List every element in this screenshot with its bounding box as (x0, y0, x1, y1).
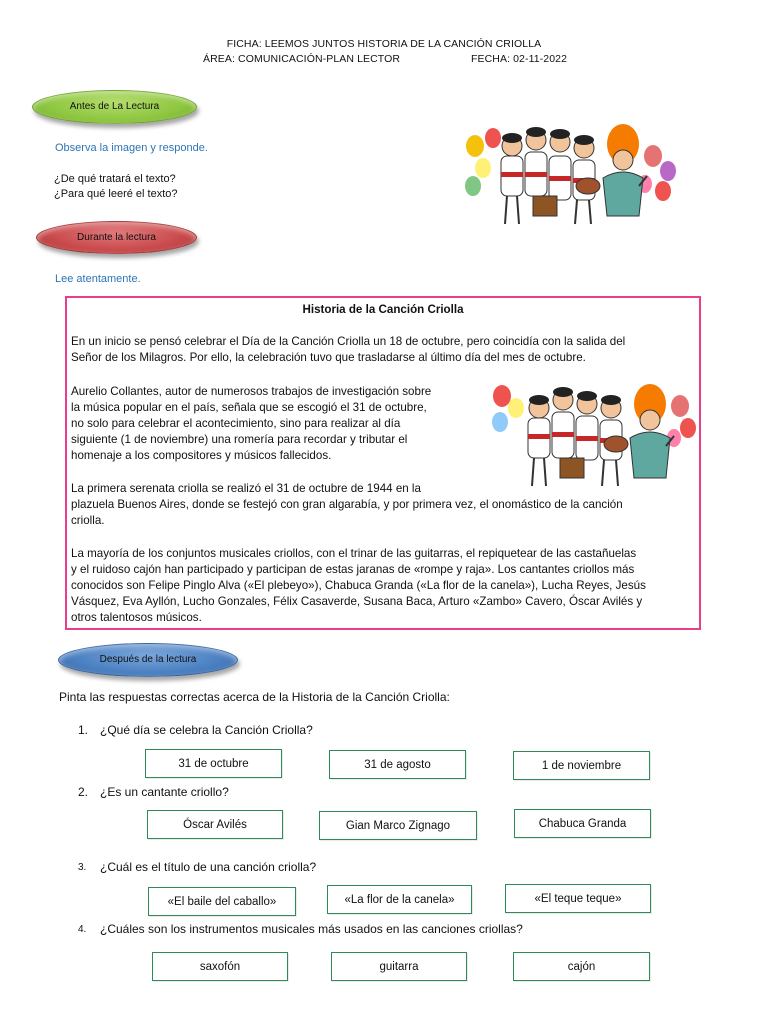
q4-option-1[interactable]: saxofón (152, 952, 288, 981)
q2-option-3[interactable]: Chabuca Granda (514, 809, 651, 838)
question-1-text: ¿Qué día se celebra la Canción Criolla? (100, 723, 313, 737)
q3-option-1[interactable]: «El baile del caballo» (148, 887, 296, 916)
question-1-number: 1. (78, 723, 89, 737)
question-3-number: 3. (78, 862, 87, 873)
musicians-illustration-story (488, 378, 698, 494)
q4-option-3[interactable]: cajón (513, 952, 650, 981)
despues-instruction: Pinta las respuestas correctas acerca de la Historia de la Canción Criolla: (59, 690, 450, 704)
q1-option-1[interactable]: 31 de octubre (145, 749, 282, 778)
story-paragraph-3-line-1: La primera serenata criolla se realizó el 31 de octubre de 1944 en la (71, 482, 421, 495)
section-despues-badge (58, 643, 238, 677)
story-paragraph-1-line-2: Señor de los Milagros. Por ello, la celebración tuvo que trasladarse al último día del mes de octubre. (71, 351, 586, 364)
q3-option-2[interactable]: «La flor de la canela» (327, 885, 472, 914)
story-paragraph-3-line-3: criolla. (71, 514, 105, 527)
question-3-text: ¿Cuál es el título de una canción criolla? (100, 860, 317, 874)
area-label: ÁREA: COMUNICACIÓN-PLAN LECTOR (203, 53, 401, 65)
antes-question-2: ¿Para qué leeré el texto? (54, 188, 178, 200)
story-paragraph-4-line-2: y el ruidoso cajón han participado y participan de estas jaranas de «rompe y raja». Los cantantes criollos más (71, 563, 635, 576)
q3-option-3[interactable]: «El teque teque» (505, 884, 651, 913)
question-2-number: 2. (78, 785, 89, 799)
story-paragraph-2-line-4: siguiente (1 de noviembre) una romería para recordar y tributar el (71, 433, 408, 446)
story-paragraph-2-line-5: homenaje a los compositores y músicos fallecidos. (71, 449, 332, 462)
antes-instruction: Observa la imagen y responde. (55, 142, 208, 154)
section-durante-badge (36, 221, 197, 254)
question-2-text: ¿Es un cantante criollo? (100, 785, 229, 799)
question-4-text: ¿Cuáles son los instrumentos musicales más usados en las canciones criollas? (100, 922, 523, 936)
story-paragraph-4-line-5: otros talentosos músicos. (71, 611, 202, 624)
q2-option-2[interactable]: Gian Marco Zignago (319, 811, 477, 840)
musicians-illustration (463, 116, 683, 234)
story-paragraph-4-line-3: conocidos son Felipe Pinglo Alva («El plebeyo»), Chabuca Granda («La flor de la canela»), Lucha Reyes, Jesús (71, 579, 646, 592)
question-4-number: 4. (78, 924, 87, 935)
story-paragraph-3-line-2: plazuela Buenos Aires, donde se festejó con gran algarabía, y por primera vez, el onomástico de la canción (71, 498, 623, 511)
story-paragraph-4-line-4: Vásquez, Eva Ayllón, Lucho Gonzales, Félix Casaverde, Susana Baca, Arturo «Zambo» Cavero, Óscar Avilés y (71, 595, 643, 608)
date-label: FECHA: 02-11-2022 (471, 53, 568, 65)
q4-option-2[interactable]: guitarra (331, 952, 467, 981)
story-paragraph-2-line-1: Aurelio Collantes, autor de numerosos trabajos de investigación sobre (71, 385, 432, 398)
story-paragraph-1-line-1: En un inicio se pensó celebrar el Día de la Canción Criolla un 18 de octubre, pero coincidía con la salida del (71, 335, 626, 348)
story-paragraph-4-line-1: La mayoría de los conjuntos musicales criollos, con el trinar de las guitarras, el repiquetear de las castañuelas (71, 547, 637, 560)
story-title: Historia de la Canción Criolla (302, 303, 464, 316)
q2-option-1[interactable]: Óscar Avilés (147, 810, 283, 839)
section-antes-badge (32, 90, 197, 124)
antes-question-1: ¿De qué tratará el texto? (54, 173, 176, 185)
worksheet-title: FICHA: LEEMOS JUNTOS HISTORIA DE LA CANCIÓN CRIOLLA (226, 38, 542, 50)
q1-option-3[interactable]: 1 de noviembre (513, 751, 650, 780)
story-paragraph-2-line-3: no solo para celebrar el acontecimiento, sino para realizar al día (71, 417, 401, 430)
section-durante-label: Durante la lectura (77, 232, 156, 243)
q1-option-2[interactable]: 31 de agosto (329, 750, 466, 779)
section-despues-label: Después de la lectura (99, 654, 197, 665)
section-antes-label: Antes de La Lectura (69, 101, 160, 112)
durante-instruction: Lee atentamente. (55, 273, 141, 285)
story-paragraph-2-line-2: la música popular en el país, señala que se escogió el 31 de octubre, (71, 401, 427, 414)
